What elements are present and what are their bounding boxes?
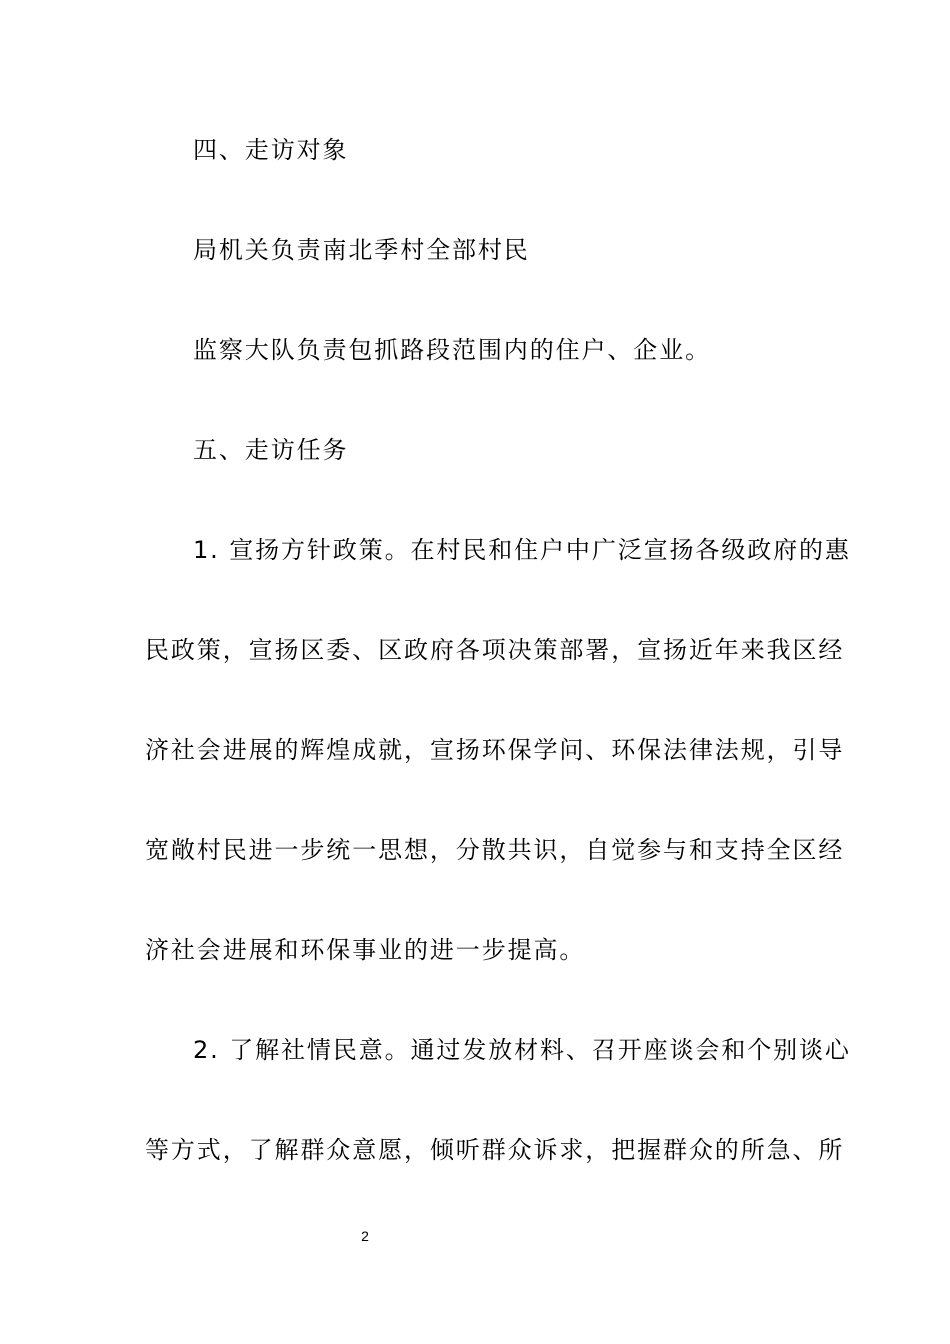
task-1-line-1: 1. 宣扬方针政策。在村民和住户中广泛宣扬各级政府的惠 bbox=[193, 536, 851, 564]
task-1-line-5: 济社会进展和环保事业的进一步提高。 bbox=[145, 936, 586, 964]
paragraph-supervision-responsibility: 监察大队负责包抓路段范围内的住户、企业。 bbox=[193, 336, 711, 364]
section-heading-visit-targets: 四、走访对象 bbox=[193, 136, 349, 164]
section-heading-visit-tasks: 五、走访任务 bbox=[193, 436, 349, 464]
task-2-line-1: 2. 了解社情民意。通过发放材料、召开座谈会和个别谈心 bbox=[193, 1036, 851, 1064]
paragraph-bureau-responsibility: 局机关负责南北季村全部村民 bbox=[193, 236, 530, 264]
task-1-line-2: 民政策，宣扬区委、区政府各项决策部署，宣扬近年来我区经 bbox=[145, 636, 845, 664]
task-2-line-2: 等方式，了解群众意愿，倾听群众诉求，把握群众的所急、所 bbox=[145, 1136, 845, 1164]
task-1-line-3: 济社会进展的辉煌成就，宣扬环保学问、环保法律法规，引导 bbox=[145, 736, 845, 764]
task-1-line-4: 宽敞村民进一步统一思想，分散共识，自觉参与和支持全区经 bbox=[145, 836, 845, 864]
page-number: 2 bbox=[361, 1228, 369, 1244]
